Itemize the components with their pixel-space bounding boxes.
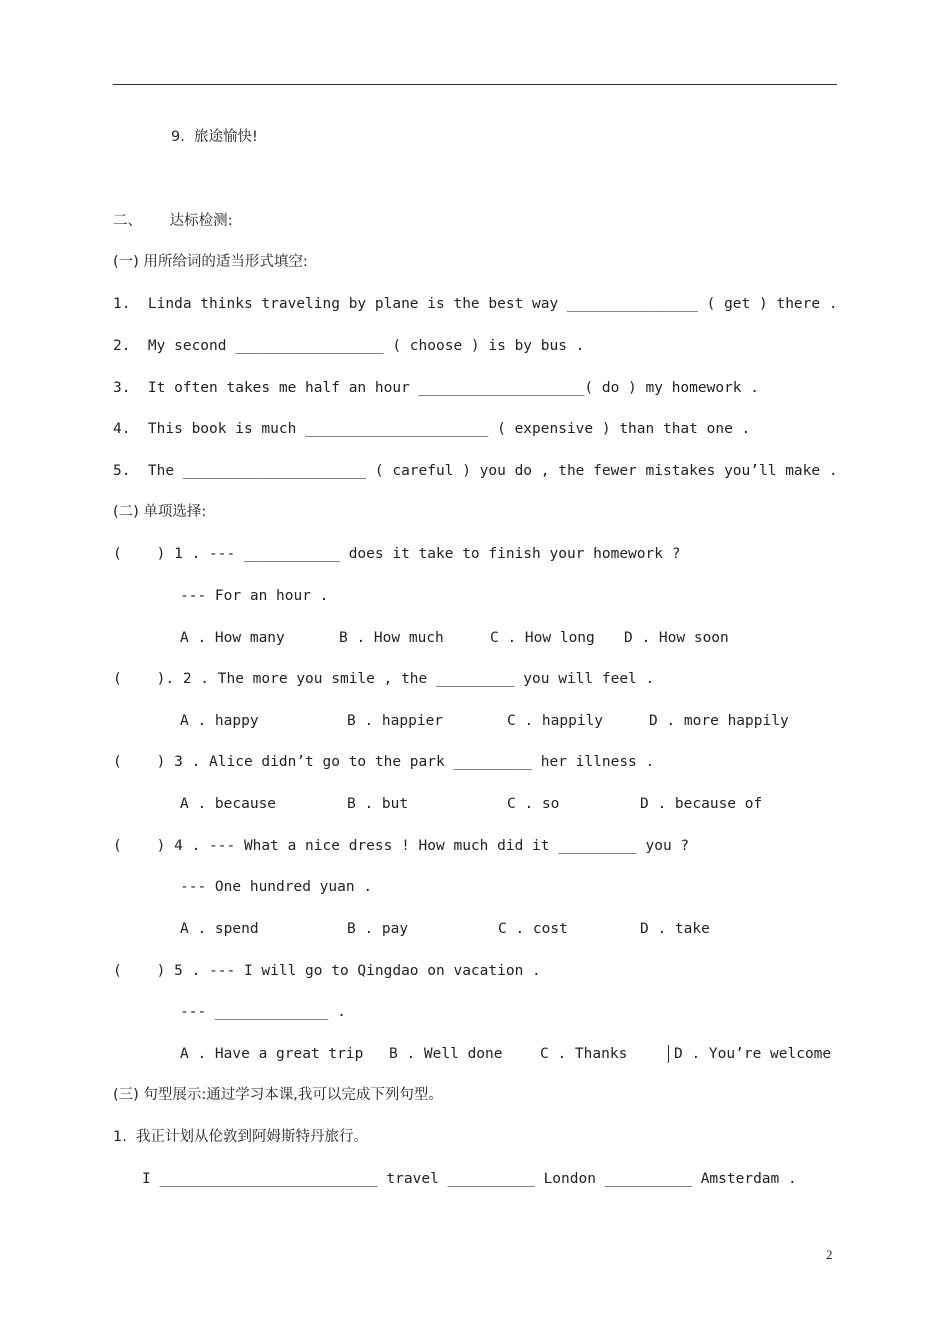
section-title: 二、 达标检测: bbox=[113, 213, 233, 229]
part1-title: (一) 用所给词的适当形式填空: bbox=[113, 254, 308, 270]
text-cursor bbox=[668, 1045, 669, 1063]
mc5-option-a: A . Have a great trip bbox=[180, 1046, 364, 1062]
mc1-option-c: C . How long bbox=[490, 630, 595, 646]
fill-item-4: 4. This book is much _____________________ ( expensive ) than that one . bbox=[113, 421, 751, 437]
page-number: 2 bbox=[826, 1247, 833, 1262]
mc-question-4: ( ) 4 . --- What a nice dress ! How much did it _________ you ? bbox=[113, 838, 690, 854]
mc4-option-c: C . cost bbox=[498, 921, 568, 937]
mc-reply-5: --- _____________ . bbox=[180, 1004, 346, 1020]
mc3-option-d: D . because of bbox=[640, 796, 763, 812]
mc-question-3: ( ) 3 . Alice didn’t go to the park _________ her illness . bbox=[113, 754, 655, 770]
part2-title: (二) 单项选择: bbox=[113, 504, 207, 520]
mc-question-2: ( ). 2 . The more you smile , the _________ you will feel . bbox=[113, 671, 655, 687]
mc2-option-c: C . happily bbox=[507, 713, 604, 729]
mc3-option-a: A . because bbox=[180, 796, 277, 812]
sentence-item-1-en: I _________________________ travel __________ London __________ Amsterdam . bbox=[142, 1171, 797, 1187]
fill-item-5: 5. The _____________________ ( careful ) you do , the fewer mistakes you’ll make . bbox=[113, 463, 838, 479]
mc3-option-c: C . so bbox=[507, 796, 560, 812]
mc-reply-1: --- For an hour . bbox=[180, 588, 329, 604]
sentence-item-1-cn: 1. 我正计划从伦敦到阿姆斯特丹旅行。 bbox=[113, 1129, 369, 1145]
mc4-option-a: A . spend bbox=[180, 921, 259, 937]
mc1-option-a: A . How many bbox=[180, 630, 285, 646]
header-rule bbox=[113, 84, 837, 85]
mc-reply-4: --- One hundred yuan . bbox=[180, 879, 373, 895]
fill-item-2: 2. My second _________________ ( choose ) is by bus . bbox=[113, 338, 585, 354]
mc2-option-b: B . happier bbox=[347, 713, 444, 729]
mc-question-5: ( ) 5 . --- I will go to Qingdao on vacation . bbox=[113, 963, 541, 979]
fill-item-1: 1. Linda thinks traveling by plane is the best way _______________ ( get ) there . bbox=[113, 296, 838, 312]
mc5-option-d: D . You’re welcome bbox=[674, 1046, 832, 1062]
mc2-option-a: A . happy bbox=[180, 713, 259, 729]
mc5-option-c: C . Thanks bbox=[540, 1046, 628, 1062]
header-item: 9. 旅途愉快! bbox=[171, 129, 258, 145]
mc-question-1: ( ) 1 . --- ___________ does it take to finish your homework ? bbox=[113, 546, 681, 562]
mc4-option-d: D . take bbox=[640, 921, 710, 937]
mc3-option-b: B . but bbox=[347, 796, 409, 812]
part3-title: (三) 句型展示:通过学习本课,我可以完成下列句型。 bbox=[113, 1087, 443, 1103]
mc4-option-b: B . pay bbox=[347, 921, 409, 937]
mc1-option-d: D . How soon bbox=[624, 630, 729, 646]
fill-item-3: 3. It often takes me half an hour ___________________( do ) my homework . bbox=[113, 380, 760, 396]
mc5-option-b: B . Well done bbox=[389, 1046, 503, 1062]
mc2-option-d: D . more happily bbox=[649, 713, 789, 729]
mc1-option-b: B . How much bbox=[339, 630, 444, 646]
